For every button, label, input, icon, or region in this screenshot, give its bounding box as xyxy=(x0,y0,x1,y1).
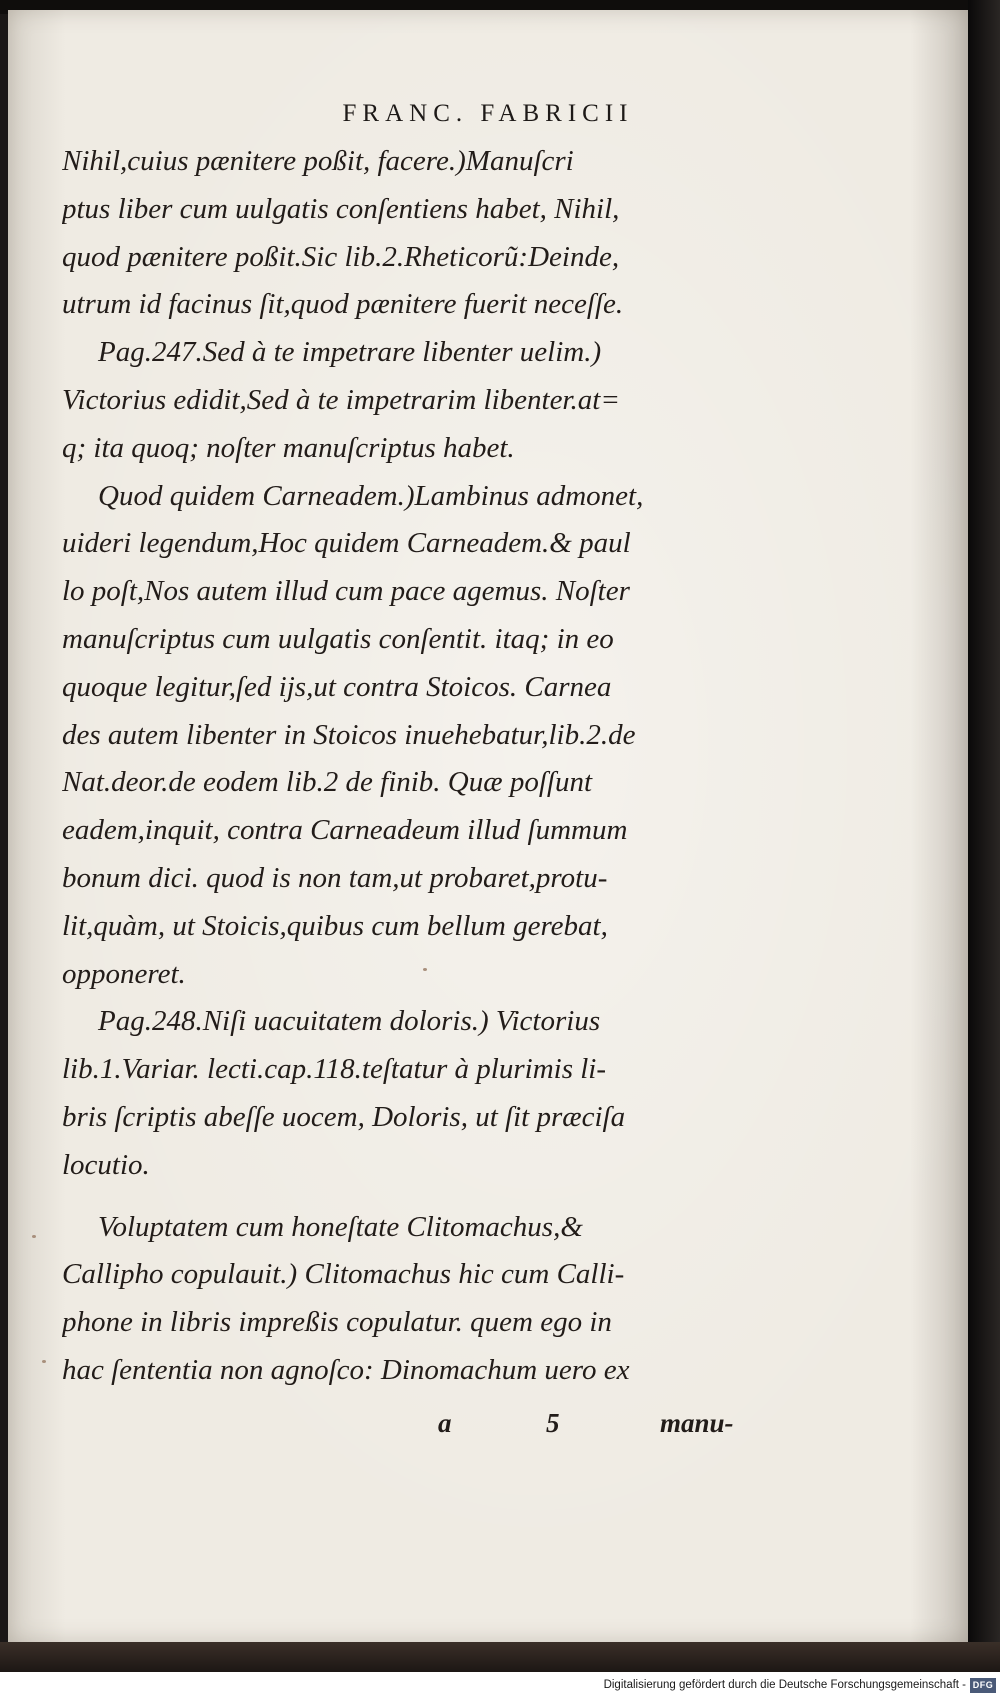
paper-speck xyxy=(42,1360,46,1363)
page-text xyxy=(62,138,758,1395)
text-line: Voluptatem cum honeſtate Clitomachus,& xyxy=(98,1210,583,1243)
text-line: manuſcriptus cum uulgatis conſentit. itaq; in eo xyxy=(62,622,614,655)
running-head: FRANC. FABRICII xyxy=(342,100,634,127)
text-line: utrum id facinus ſit,quod pænitere fuerit neceſſe. xyxy=(62,288,624,321)
text-line: Callipho copulauit.) Clitomachus hic cum Calli- xyxy=(62,1258,625,1291)
scan-right-edge xyxy=(968,0,1000,1672)
catchword: manu- xyxy=(660,1408,734,1438)
dfg-logo: DFG xyxy=(970,1678,996,1693)
scan-bottom-edge xyxy=(0,1642,1000,1672)
text-line: bonum dici. quod is non tam,ut probaret,protu- xyxy=(62,861,608,894)
book-page xyxy=(8,10,968,1642)
text-line: Nat.deor.de eodem lib.2 de finib. Quæ poſſunt xyxy=(62,766,593,799)
paper-speck xyxy=(423,968,427,971)
text-line: bris ſcriptis abeſſe uocem, Doloris, ut ſit præciſa xyxy=(62,1100,626,1133)
text-line: Nihil,cuius pænitere poßit, facere.)Manuſcri xyxy=(62,145,574,177)
text-line: lib.1.Variar. lecti.cap.118.teſtatur à plurimis li- xyxy=(62,1053,607,1086)
text-line: des autem libenter in Stoicos inuehebatur,lib.2.de xyxy=(62,718,636,751)
page-footer-line xyxy=(8,1408,968,1448)
text-line: uideri legendum,Hoc quidem Carneadem.& paul xyxy=(62,527,631,560)
text-line: lit,quàm, ut Stoicis,quibus cum bellum gerebat, xyxy=(62,909,608,942)
funding-credit: Digitalisierung gefördert durch die Deutsche Forschungsgemeinschaft - xyxy=(603,1679,966,1691)
text-line: lo poſt,Nos autem illud cum pace agemus. Noſter xyxy=(62,575,630,608)
text-line: q; ita quoq; noſter manuſcriptus habet. xyxy=(62,431,515,464)
text-line: eadem,inquit, contra Carneadeum illud ſummum xyxy=(62,814,628,847)
paper-speck xyxy=(32,1235,36,1238)
text-line: Victorius edidit,Sed à te impetrarim libenter.at= xyxy=(62,383,620,416)
text-line: quod pænitere poßit.Sic lib.2.Rheticorũ:Deinde, xyxy=(62,240,620,273)
text-line: opponeret. xyxy=(62,957,186,990)
signature-mark: a xyxy=(438,1408,452,1438)
signature-number: 5 xyxy=(546,1408,560,1438)
text-line: Pag.247.Sed à te impetrare libenter uelim.) xyxy=(98,336,602,369)
text-line: locutio. xyxy=(62,1148,150,1181)
text-line: hac ſententia non agnoſco: Dinomachum uero ex xyxy=(62,1353,630,1386)
text-line: quoque legitur,ſed ijs,ut contra Stoicos. Carnea xyxy=(62,670,612,703)
text-line: ptus liber cum uulgatis conſentiens habet, Nihil, xyxy=(62,192,620,225)
credit-bar xyxy=(0,1672,1000,1701)
text-line: phone in libris impreßis copulatur. quem ego in xyxy=(62,1306,612,1339)
text-line: Pag.248.Niſi uacuitatem doloris.) Victorius xyxy=(98,1005,601,1038)
text-line: Quod quidem Carneadem.)Lambinus admonet, xyxy=(98,479,644,512)
